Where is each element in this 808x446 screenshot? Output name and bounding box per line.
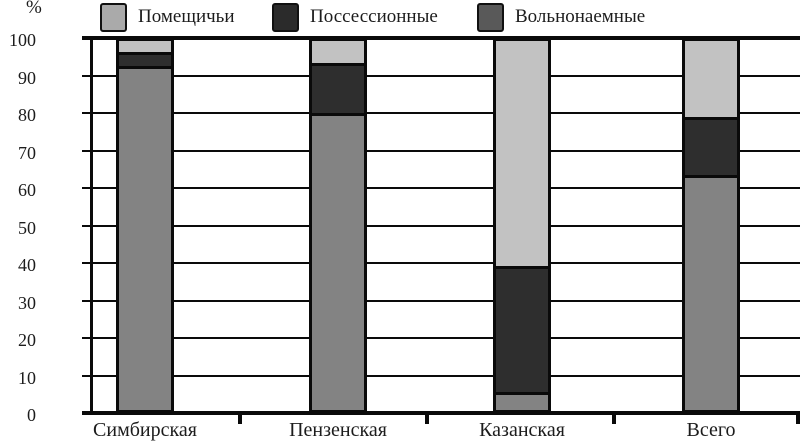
y-tick-label-50: 50	[18, 217, 36, 238]
y-tick-label-0: 0	[27, 405, 36, 425]
chart-plot-area	[90, 38, 800, 413]
segment-Казанская-Помещичьи	[496, 41, 548, 266]
segment-Симбирская-Вольнонаемные	[119, 66, 171, 410]
y-tick-label-100: 100	[9, 30, 36, 50]
segment-Казанская-Поссессионные	[496, 266, 548, 392]
y-axis-line	[90, 38, 93, 415]
bar-Пензенская	[309, 38, 367, 413]
y-tick-label-20: 20	[18, 330, 36, 350]
bar-Всего	[682, 38, 740, 413]
segment-Симбирская-Помещичьи	[119, 41, 171, 52]
x-axis-tick-3	[796, 415, 800, 424]
legend-item-Вольнонаемные	[477, 2, 645, 32]
legend-label: Вольнонаемные	[515, 6, 646, 27]
y-axis-unit-label: %	[26, 0, 42, 18]
segment-Симбирская-Поссессионные	[119, 52, 171, 66]
segment-Казанская-Вольнонаемные	[496, 392, 548, 410]
x-category-label-Пензенская: Пензенская	[289, 419, 387, 441]
segment-Всего-Помещичьи	[685, 41, 737, 117]
segment-Пензенская-Поссессионные	[312, 63, 364, 113]
segment-Пензенская-Помещичьи	[312, 41, 364, 63]
x-category-label-Всего: Всего	[686, 419, 736, 441]
legend-item-Помещичьи	[100, 2, 235, 32]
bar-Казанская	[493, 38, 551, 413]
x-category-label-Казанская: Казанская	[479, 419, 565, 441]
x-axis-tick-0	[238, 415, 242, 424]
y-tick-label-70: 70	[18, 142, 36, 163]
segment-Пензенская-Вольнонаемные	[312, 113, 364, 410]
segment-Всего-Вольнонаемные	[685, 175, 737, 410]
x-category-label-Симбирская: Симбирская	[93, 419, 197, 441]
legend-swatch-icon	[100, 3, 127, 32]
legend-label: Поссессионные	[310, 6, 438, 27]
legend-swatch-icon	[477, 3, 504, 32]
legend-swatch-icon	[272, 3, 299, 32]
x-axis-tick-2	[612, 415, 616, 424]
bar-Симбирская	[116, 38, 174, 413]
segment-Всего-Поссессионные	[685, 117, 737, 174]
x-axis-tick-1	[425, 415, 429, 424]
y-tick-label-90: 90	[18, 67, 36, 88]
legend-item-Поссессионные	[272, 2, 438, 32]
y-tick-label-60: 60	[18, 180, 36, 200]
y-tick-label-10: 10	[18, 367, 36, 388]
y-tick-label-30: 30	[18, 292, 36, 313]
y-tick-label-80: 80	[18, 105, 36, 125]
y-tick-label-40: 40	[18, 255, 36, 275]
legend-label: Помещичьи	[138, 6, 235, 27]
